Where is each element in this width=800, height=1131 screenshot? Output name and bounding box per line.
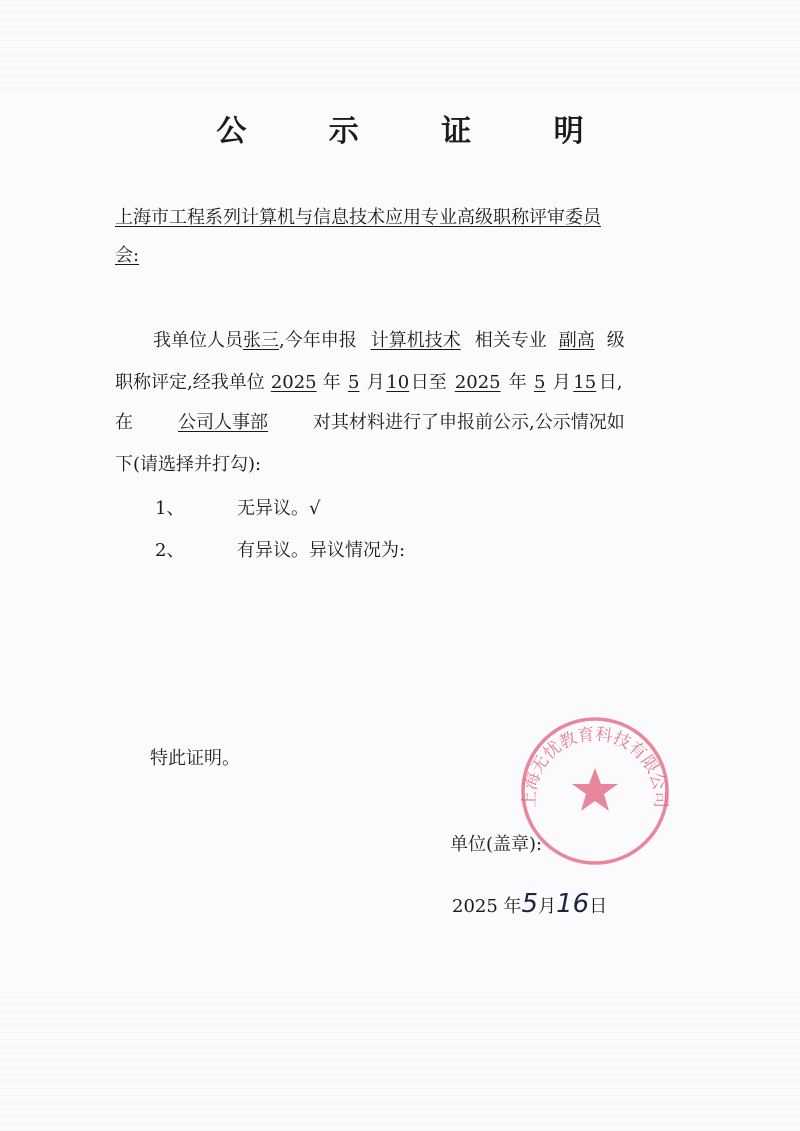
paragraph-line-1: [153, 328, 625, 354]
paragraph-line-3: [115, 410, 625, 436]
signature-date: [452, 891, 607, 920]
month-label: 月: [538, 896, 557, 917]
end-day-field: 15: [573, 372, 597, 393]
text-segment: 级: [606, 330, 625, 351]
text-segment: 职称评定,经我单位: [115, 372, 265, 393]
unit-seal-label: 单位(盖章):: [450, 834, 543, 855]
date-year: 2025: [452, 896, 498, 917]
option-objection: [155, 538, 405, 564]
person-name: 张三: [243, 330, 279, 351]
closing-text: 特此证明。: [150, 748, 240, 769]
end-month-field: 5: [534, 372, 546, 393]
paragraph-line-4: 下(请选择并打勾):: [115, 454, 262, 475]
day-end-label: 日,: [598, 372, 623, 393]
paragraph-line-2: [115, 370, 622, 396]
option-number: 2、: [155, 540, 185, 561]
addressee-line-1: 上海市工程系列计算机与信息技术应用专业高级职称评审委员: [115, 207, 601, 228]
day-to-label: 日至: [410, 372, 447, 393]
date-month-handwritten: 5: [521, 889, 539, 919]
scan-noise-bottom: [0, 991, 800, 1131]
option-text: 有异议。异议情况为:: [237, 540, 406, 561]
date-day-handwritten: 16: [556, 889, 590, 919]
option-no-objection: [155, 496, 320, 522]
page-title: 公 示 证 明: [216, 114, 620, 149]
end-year-field: 2025: [454, 372, 501, 393]
text-segment: 对其材料进行了申报前公示,公示情况如: [313, 412, 625, 433]
year-label: 年: [503, 896, 522, 917]
department-field: 公司人事部: [178, 412, 268, 433]
addressee-line-2: 会:: [115, 245, 140, 266]
text-segment: 在: [115, 412, 133, 433]
start-month-field: 5: [348, 372, 360, 393]
seal-star-icon: [572, 768, 618, 811]
text-segment: 我单位人员: [153, 330, 243, 351]
option-number: 1、: [155, 498, 185, 519]
start-day-field: 10: [386, 372, 410, 393]
year-label: 年: [508, 372, 527, 393]
specialty-field: 计算机技术: [370, 330, 461, 351]
day-label: 日: [589, 896, 608, 917]
month-label: 月: [366, 372, 385, 393]
scan-noise-top: [0, 0, 800, 90]
seal-text: 上海无忧教育科技有限公司: [519, 724, 671, 809]
start-year-field: 2025: [270, 372, 317, 393]
option-text: 无异议。√: [237, 498, 321, 519]
text-segment: ,今年申报: [279, 330, 357, 351]
level-field: 副高: [558, 330, 595, 351]
month-label: 月: [552, 372, 571, 393]
year-label: 年: [322, 372, 341, 393]
text-segment: 相关专业: [474, 330, 547, 351]
